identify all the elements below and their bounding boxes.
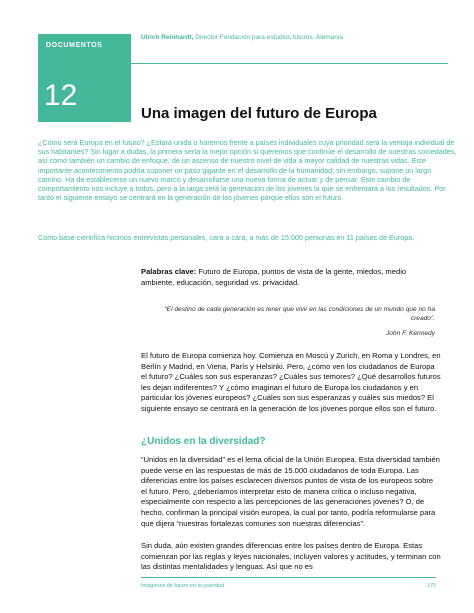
header-divider — [131, 63, 448, 64]
body-paragraph-2: “Unidos en la diversidad” es el lema oficial de la Unión Europea. Esta diversidad también puede verse en las respuestas de más de 15.000 ciudadanos de toda Europa. Las diferencias entre los países esclarecen diversos puntos de vista de los europeos sobre el futuro. Pero, ¿deberíamos interpretar esto de manera crítica o incluso negativa, especialmente con respecto a las percepciones de las generaciones jóvenes? O, de hecho, confirman la principal visión europea, la cual por tanto, podría reformularse para que dijera “nuestras fortalezas comunes son nuestras diferencias”. — [141, 455, 440, 528]
intro-paragraph-2: Como base científica hicimos entrevistas personales, cara a cara, a más de 15.000 personas en 11 países de Europa. — [38, 233, 415, 242]
epigraph-quote: “El destino de cada generación es tener que vivir en las condiciones de un mundo que no ha creado”. — [164, 306, 435, 322]
keywords-text: Futuro de Europa, puntos de vista de la gente, miedos, medio ambiente, educación, seguridad vs. privacidad. — [141, 267, 407, 287]
keywords — [141, 266, 441, 288]
keywords-label: Palabras clave: — [141, 267, 197, 276]
footer-publication: Imágenes de futuro en la juventud — [141, 583, 225, 589]
author-line — [141, 34, 343, 41]
epigraph-author: John F. Kennedy — [385, 330, 435, 337]
body-paragraph-3: Sin duda, aún existen grandes diferencias entre los países dentro de Europa. Estas comienzan por las reglas y leyes nacionales, incluyen valores y actitudes, y terminan con las distintas mentalidades y lenguas. Así que no es — [141, 541, 441, 572]
document-number: 12 — [44, 79, 78, 112]
footer-divider — [141, 577, 436, 578]
author-role: Director Fundación para estudios futuros. Alemania — [195, 34, 343, 41]
page-title: Una imagen del futuro de Europa — [141, 105, 377, 122]
section-heading: ¿Unidos en la diversidad? — [141, 436, 266, 447]
section-label: DOCUMENTOS — [46, 42, 103, 49]
section-block — [38, 34, 131, 122]
intro-paragraph: ¿Cómo será Europa en el futuro? ¿Estará unida o haremos frente a países individuales cuya prioridad será la ventaja individual de sus habitantes? Sin lugar a dudas, la primera sería la mejor opción si queremos que continúe el desarrollo de nuestras sociedades, así como también un cambio de enfoque, de un ascenso de nuestro nivel de vida a mayor calidad de nuestras vidas. Este importante acontecimiento podría suponer un paso gigante en el desarrollo de la humanidad, sin embargo, supone un largo camino. Ha de establecerse un nuevo marco y desarrollarse una nueva forma de actuar y de pensar. Este cambio de comportamiento nos incluye a todos, pero a la larga será la generación de los jóvenes la que se enfrentará a los resultados. Por tanto el siguiente ensayo se centrará en la generación de los jóvenes porque ellos son el futuro. — [38, 138, 457, 203]
author-name: Ulrich Reinhardt, — [141, 34, 194, 41]
page-number: 175 — [426, 583, 436, 589]
body-paragraph-1: El futuro de Europa comienza hoy. Comienza en Moscú y Zurich, en Roma y Londres, en Berlín y Madrid, en Viena, París y Helsinki. Pero, ¿cómo ven los ciudadanos de Europa el futuro? ¿Cuáles son sus esperanzas? ¿Cuáles sus temores? ¿Qué desarrollos futuros les dejan indiferentes? Y ¿cómo imaginan el futuro de Europa los ciudadanos y en particular los jóvenes europeos? ¿Cuáles son sus esperanzas y cuáles sus miedos? El siguiente ensayo se centrará en la generación de los jóvenes porque ellos son el futuro. — [141, 351, 441, 413]
